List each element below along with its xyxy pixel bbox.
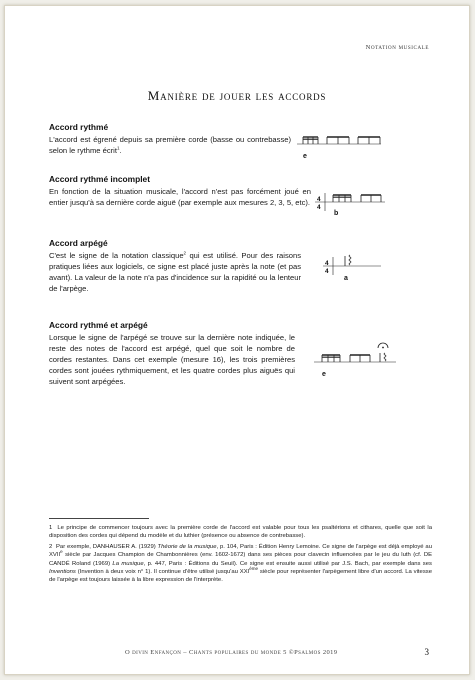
arpeggio-sign — [384, 353, 386, 361]
running-head: Notation musicale — [365, 44, 429, 51]
chord-label: a — [344, 275, 348, 282]
section-text: En fonction de la situation musicale, l'accord n'est pas forcément joué en entier jusqu'à sa dernière corde aiguë (par exemple aux mesures 2, 3, 5, etc). — [49, 187, 311, 207]
section-heading: Accord rythmé et arpégé — [49, 320, 148, 330]
chord-label: b — [334, 210, 339, 217]
footnote-2: 2 Par exemple, DANHAUSER A. (1929) Théorie de la musique, p. 104, Paris : Édition Henry Lemoine. Ce signe de l'arpège est déjà employé au XVIIe siècle par Jacques Champion de Chambonnières (env. 1602-1672) dans ses pièces pour clavecin influencées par le jeu du luth (cf. DE CANDÉ Roland (1969) La musique, p. 447, Paris : Éditions du Seuil). Ce signe est ensuite aussi utilisé par J.S. Bach, par exemple dans ses Inventions (Invention à deux voix n° 1). Il continue d'être utilisé jusqu'au XXIème siècle pour représenter l'arpègement libre d'un accord. La vitesse de l'arpège est toujours laissée à la libre expression de l'interprète. — [49, 543, 432, 584]
time-signature-bottom: 4 — [325, 268, 329, 275]
arpeggio-sign — [349, 255, 351, 265]
chord-label: e — [322, 371, 326, 378]
footnote-divider — [49, 518, 149, 519]
notation-example-arpeggio — [323, 250, 381, 284]
time-signature-bottom: 4 — [317, 204, 321, 211]
notation-example-rhythmic — [297, 128, 381, 162]
notation-example-rhythmic-arpeggio — [314, 342, 396, 380]
notation-example-incomplete — [315, 186, 385, 220]
section-text: Lorsque le signe de l'arpégé se trouve sur la dernière note indiquée, le reste des notes de l'accord est arpégé, quel que soit le nombre de cordes restantes. Dans cet exemple (mesure 16), les trois premières cordes sont jouées rythmiquement, et les quatre cordes plus aiguës qui suivent sont arpégées. — [49, 333, 295, 386]
section-text: C'est le signe de la notation classique$^2$ qui est utilisé. Pour des raisons pratiques liées aux logiciels, ce signe est placé juste après la note (et pas avant). La valeur de la note n'a pas d'incidence sur la rapidité ou la lenteur de l'arpège. — [49, 250, 301, 293]
section-heading: Accord rythmé incomplet — [49, 174, 150, 184]
section-accord-arpege — [49, 238, 301, 294]
section-heading: Accord arpégé — [49, 238, 108, 248]
footer-text: O divin Enfançon – Chants populaires du monde 5 ©Psalmos 2019 — [125, 649, 338, 656]
footnotes — [49, 524, 432, 587]
footnote-1: 1 Le principe de commencer toujours avec la première corde de l'accord est valable pour tous les psaltérions et cithares, quelle que soit la disposition des cordes qui dépend du modèle et du luthier (présence ou absence de contrebasse). — [49, 525, 432, 540]
book-page — [4, 5, 470, 675]
page-number: 3 — [424, 647, 429, 657]
section-accord-rythme-arpege — [49, 320, 295, 387]
section-accord-rythme-incomplet — [49, 174, 311, 208]
footnote-ref: 1 — [116, 145, 120, 151]
section-text: L'accord est égrené depuis sa première corde (basse ou contrebasse) selon le rythme écrit$^1$. — [49, 135, 291, 155]
time-signature-top: 4 — [325, 260, 329, 267]
section-accord-rythme — [49, 122, 291, 156]
section-heading: Accord rythmé — [49, 122, 109, 132]
chord-label: e — [303, 153, 307, 160]
time-signature-top: 4 — [317, 196, 321, 203]
footnote-ref: 2 — [183, 250, 187, 256]
page-title: Manière de jouer les accords — [147, 88, 327, 103]
